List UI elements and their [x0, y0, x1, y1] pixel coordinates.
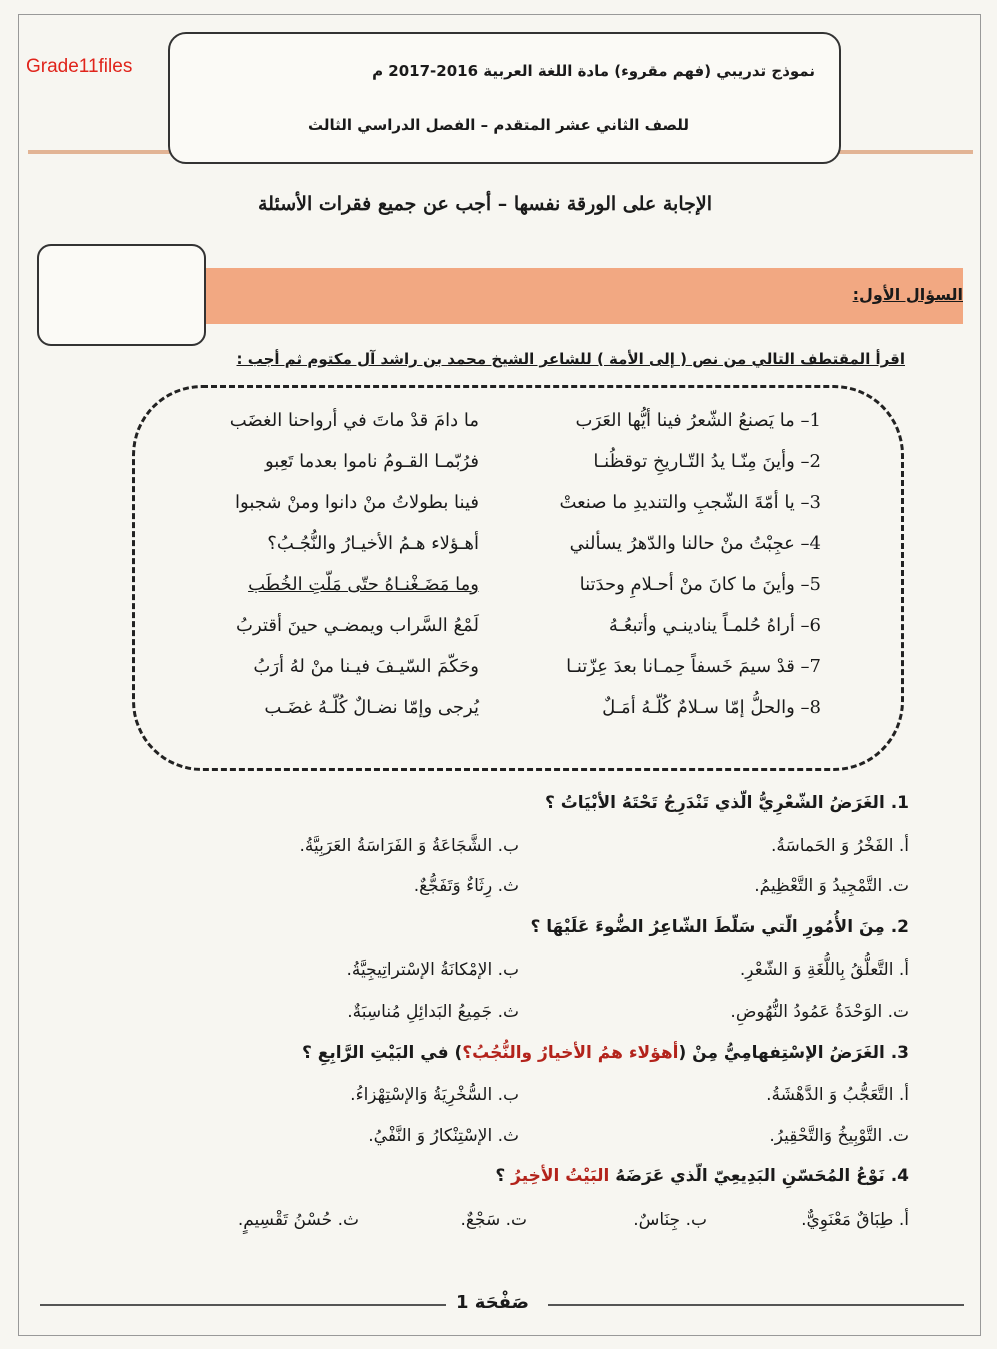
verse-first-half: 1– ما يَصنعُ الشّعرُ فينا أيُّها العَرَب: [575, 410, 821, 431]
verse-second-half: يُرجى وإمّا نضـالٌ كُلّـهُ غضَـب: [264, 697, 479, 718]
poem-box: [132, 385, 904, 771]
header-box: [168, 32, 841, 164]
verse-first-half: 5– وأينَ ما كانَ منْ أحـلامِ وحدَتنا: [579, 574, 821, 595]
verse-second-half: وحَكّمَ السّيـفَ فيـنا منْ لهُ أرَبُ: [253, 656, 479, 677]
poem-verse: [135, 492, 901, 532]
verse-second-half: فرُبّمـا القـومُ ناموا بعدما تَعِبو: [264, 451, 479, 472]
verse-second-half: وما مَضَـغْنـاهُ حتّى مَلّتِ الخُطَب: [248, 574, 479, 595]
question-3-highlight: أهؤلاء همُ الأخيارُ والنُّجُبُ؟: [462, 1043, 679, 1063]
question-1-text: 1. الغَرَضُ الشّعْرِيُّ الّذي تَنْدَرِجُ تَحْتَهُ الأبْيَاتُ ؟: [544, 793, 909, 813]
instruction: الإجابة على الورقة نفسها – أجب عن جميع فقرات الأسئلة: [258, 193, 712, 215]
watermark: Grade11files: [26, 56, 133, 77]
option-b[interactable]: ب. الإمْكانَةُ الإسْتراتِيجِيَّةُ.: [346, 960, 519, 980]
verse-second-half: أهـؤلاء هـمُ الأخيـارُ والنُّجُـبُ؟: [267, 533, 479, 554]
verse-first-half: 8– والحلُّ إمّا سـلامٌ كُلّـهُ أمَـلٌ: [602, 697, 821, 718]
option-b[interactable]: ب. الشَّجَاعَةُ وَ الفَرَاسَةُ العَرَبِيَّةُ.: [299, 836, 519, 856]
page-number: صَفْحَة 1: [456, 1292, 530, 1313]
verse-second-half: فينا بطولاتُ منْ دانوا ومنْ شجبوا: [235, 492, 479, 513]
option-d[interactable]: ث. رِثَاءٌ وَتَفَجُّعٌ.: [413, 876, 519, 896]
header-title: نموذج تدريبي (فهم مقروء) مادة اللغة العربية 2016-2017 م: [372, 62, 815, 80]
option-d[interactable]: ث. الإسْتِنْكارُ وَ النَّفْيُ.: [368, 1126, 519, 1146]
verse-first-half: 4– عجِبْتُ منْ حالنا والدّهرُ يسألني: [569, 533, 821, 554]
reading-instruction: اقرأ المقتطف التالي من نص ( إلى الأمة ) للشاعر الشيخ محمد بن راشد آل مكتوم ثم أجب :: [236, 350, 905, 368]
verse-first-half: 7– قدْ سيمَ خَسفاً حِمـانا بعدَ عِزّتنـا: [566, 656, 821, 677]
question-2-text: 2. مِنَ الأُمُورِ الّتي سَلّطَ الشّاعِرُ الضُّوءَ عَلَيْهَا ؟: [530, 917, 909, 937]
option-c[interactable]: ت. التَّمْجِيدُ وَ التَّعْظِيمُ.: [754, 876, 909, 896]
option-a[interactable]: أ. الفَخْرُ وَ الحَماسَةُ.: [770, 836, 909, 856]
score-box: [37, 244, 206, 346]
footer-line-right: [548, 1304, 964, 1306]
poem-verse: [135, 451, 901, 491]
option-c[interactable]: ت. سَجْعٌ.: [460, 1210, 527, 1230]
verse-first-half: 6– أراهُ حُلمـاً ينادينـي وأتبعُـهُ: [608, 615, 821, 636]
header-subtitle: للصف الثاني عشر المتقدم – الفصل الدراسي الثالث: [308, 116, 689, 134]
poem-verse: [135, 656, 901, 696]
question-3-pre: 3. الغَرَضُ الإسْتِفهامِيُّ مِنْ (: [678, 1043, 909, 1063]
verse-second-half: ما دامَ قدْ ماتَ في أرواحنا الغضَب: [229, 410, 479, 431]
poem-verse: [135, 615, 901, 655]
poem-verse: [135, 697, 901, 737]
poem-verse: [135, 533, 901, 573]
option-d[interactable]: ث. جَمِيعُ البَدائِلِ مُناسِبَةٌ.: [347, 1002, 519, 1022]
question-4-text: [495, 1166, 909, 1186]
poem-verse: [135, 410, 901, 450]
question-3-text: [302, 1043, 909, 1063]
question-band: [140, 268, 963, 324]
option-d[interactable]: ث. حُسْنُ تَقْسِيمٍ.: [237, 1210, 359, 1230]
option-a[interactable]: أ. طِبَاقٌ مَعْنَوِيٌّ.: [801, 1210, 909, 1230]
question-4-post: ؟: [495, 1166, 512, 1186]
option-b[interactable]: ب. السُّخْرِيَةُ وَالإسْتِهْزاءُ.: [350, 1085, 519, 1105]
option-a[interactable]: أ. التَّعلُّقُ بِاللُّغَةِ وَ الشّعْرِ.: [739, 960, 909, 980]
question1-label: السؤال الأول:: [852, 285, 963, 304]
verse-first-half: 2– وأينَ مِنّـا يدُ التّـاريخِ توقظُنـا: [593, 451, 821, 472]
poem-verse: [135, 574, 901, 614]
verse-second-half: لَمْعُ السَّراب ويمضـي حينَ أقتربُ: [236, 615, 479, 636]
question-4-highlight: البَيْتُ الأخِيرُ: [511, 1166, 610, 1186]
option-a[interactable]: أ. التَّعَجُّبُ وَ الدَّهْشَةُ.: [766, 1085, 909, 1105]
option-c[interactable]: ت. التَّوْبِيخُ وَالتَّحْقِيرُ.: [769, 1126, 909, 1146]
question-4-pre: 4. نَوْعُ المُحَسّنِ البَدِيعِيّ الّذي عَرَضَهُ: [609, 1166, 909, 1186]
option-c[interactable]: ت. الوَحْدَةُ عَمُودُ النُّهُوضِ.: [730, 1002, 909, 1022]
option-b[interactable]: ب. جِنَاسٌ.: [633, 1210, 707, 1230]
verse-first-half: 3– يا أمّةَ الشّجبِ والتنديدِ ما صنعتْ: [559, 492, 821, 513]
footer-line-left: [40, 1304, 446, 1306]
question-3-post: ) في البَيْتِ الرَّابِعِ ؟: [301, 1043, 463, 1063]
